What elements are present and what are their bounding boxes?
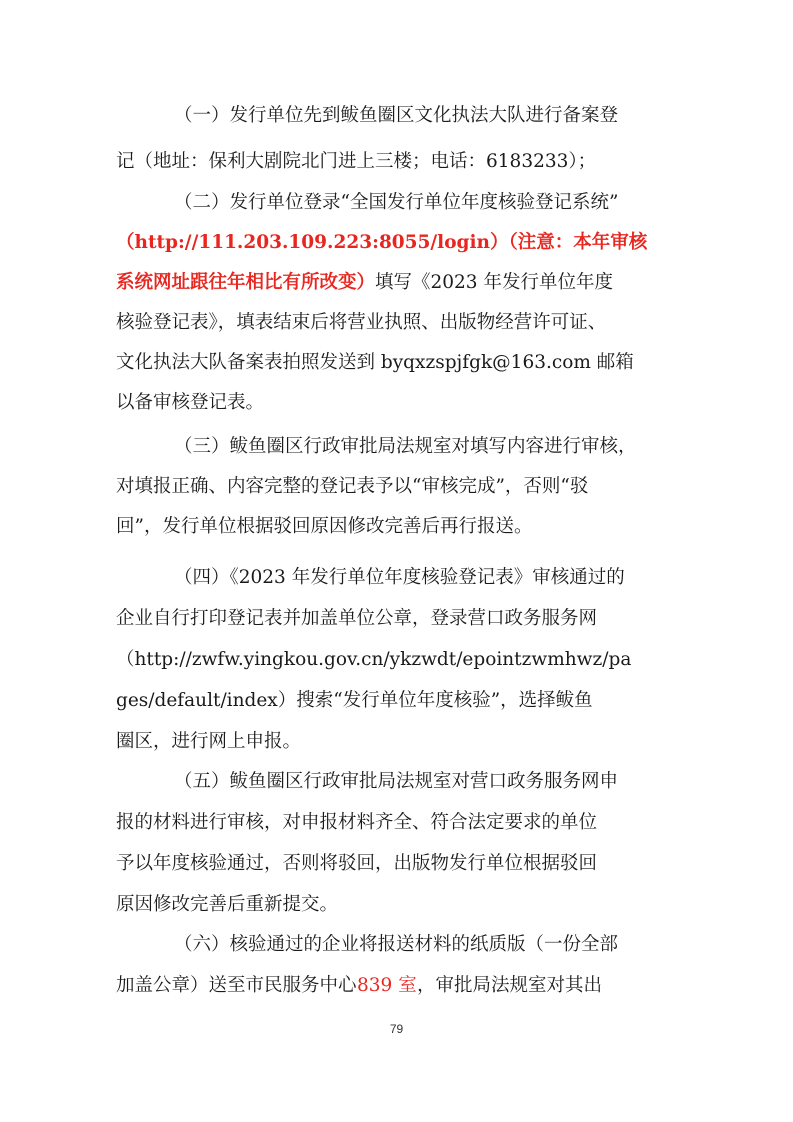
text-run: 填写《2023 年发行单位年度	[375, 272, 613, 293]
paragraph-2-line-4	[0, 308, 793, 338]
text-run: 加盖公章）送至市民服务中心	[116, 975, 357, 996]
page-number: 79	[389, 1022, 404, 1036]
paragraph-2-line-2	[0, 228, 793, 258]
text-run: 予以年度核验通过，否则将驳回，出版物发行单位根据驳回	[116, 853, 598, 874]
url-change-notice: 系统网址跟往年相比有所改变）	[116, 272, 376, 293]
paragraph-3-line-2	[0, 472, 793, 502]
paragraph-4-line-5	[0, 727, 793, 757]
paragraph-3-line-3	[0, 512, 793, 542]
text-run: ges/default/index）搜索“发行单位年度核验”，选择鲅鱼	[116, 690, 593, 711]
text-run: 企业自行打印登记表并加盖单位公章，登录营口政务服务网	[116, 608, 598, 629]
text-run: （五）鲅鱼圈区行政审批局法规室对营口政务服务网申	[174, 771, 619, 792]
text-run: （六）核验通过的企业将报送材料的纸质版（一份全部	[174, 934, 619, 955]
paragraph-5-line-4	[0, 890, 793, 920]
system-url-notice: （http://111.203.109.223:8055/login）（注意：本年审核	[116, 232, 648, 253]
paragraph-1-line-2	[0, 147, 793, 177]
text-run: （http://zwfw.yingkou.gov.cn/ykzwdt/epointzwmhwz/pa	[116, 649, 632, 670]
paragraph-2-line-5	[0, 348, 793, 378]
text-run: （一）发行单位先到鲅鱼圈区文化执法大队进行备案登	[174, 105, 619, 126]
text-run: 记（地址：保利大剧院北门进上三楼；电话：6183233）；	[116, 151, 597, 172]
paragraph-6-line-1	[0, 930, 793, 960]
paragraph-5-line-3	[0, 849, 793, 879]
paragraph-5-line-1	[0, 767, 793, 797]
text-run: （二）发行单位登录“全国发行单位年度核验登记系统”	[174, 192, 619, 213]
paragraph-2-line-3	[0, 268, 793, 298]
text-run: 回”，发行单位根据驳回原因修改完善后再行报送。	[116, 516, 533, 537]
text-run: ，审批局法规室对其出	[417, 975, 603, 996]
text-run: 文化执法大队备案表拍照发送到 byqxzspjfgk@163.com 邮箱	[116, 352, 634, 373]
paragraph-6-line-2	[0, 971, 793, 1001]
paragraph-5-line-2	[0, 808, 793, 838]
text-run: 原因修改完善后重新提交。	[116, 894, 339, 915]
paragraph-3-line-1	[0, 432, 793, 462]
text-run: 以备审核登记表。	[116, 392, 265, 413]
text-run: 报的材料进行审核，对申报材料齐全、符合法定要求的单位	[116, 812, 598, 833]
text-run: （三）鲅鱼圈区行政审批局法规室对填写内容进行审核，	[174, 436, 637, 457]
paragraph-1-line-1	[0, 101, 793, 131]
text-run: 核验登记表》，填表结束后将营业执照、出版物经营许可证、	[116, 312, 607, 333]
paragraph-2-line-1	[0, 188, 793, 218]
paragraph-4-line-1	[0, 563, 793, 593]
paragraph-4-line-2	[0, 604, 793, 634]
paragraph-4-line-3	[0, 645, 793, 675]
room-number: 839 室	[357, 975, 417, 996]
text-run: 圈区，进行网上申报。	[116, 731, 302, 752]
text-run: （四）《2023 年发行单位年度核验登记表》审核通过的	[174, 567, 625, 588]
paragraph-4-line-4	[0, 686, 793, 716]
text-run: 对填报正确、内容完整的登记表予以“审核完成”，否则“驳	[116, 476, 589, 497]
paragraph-2-line-6	[0, 388, 793, 418]
